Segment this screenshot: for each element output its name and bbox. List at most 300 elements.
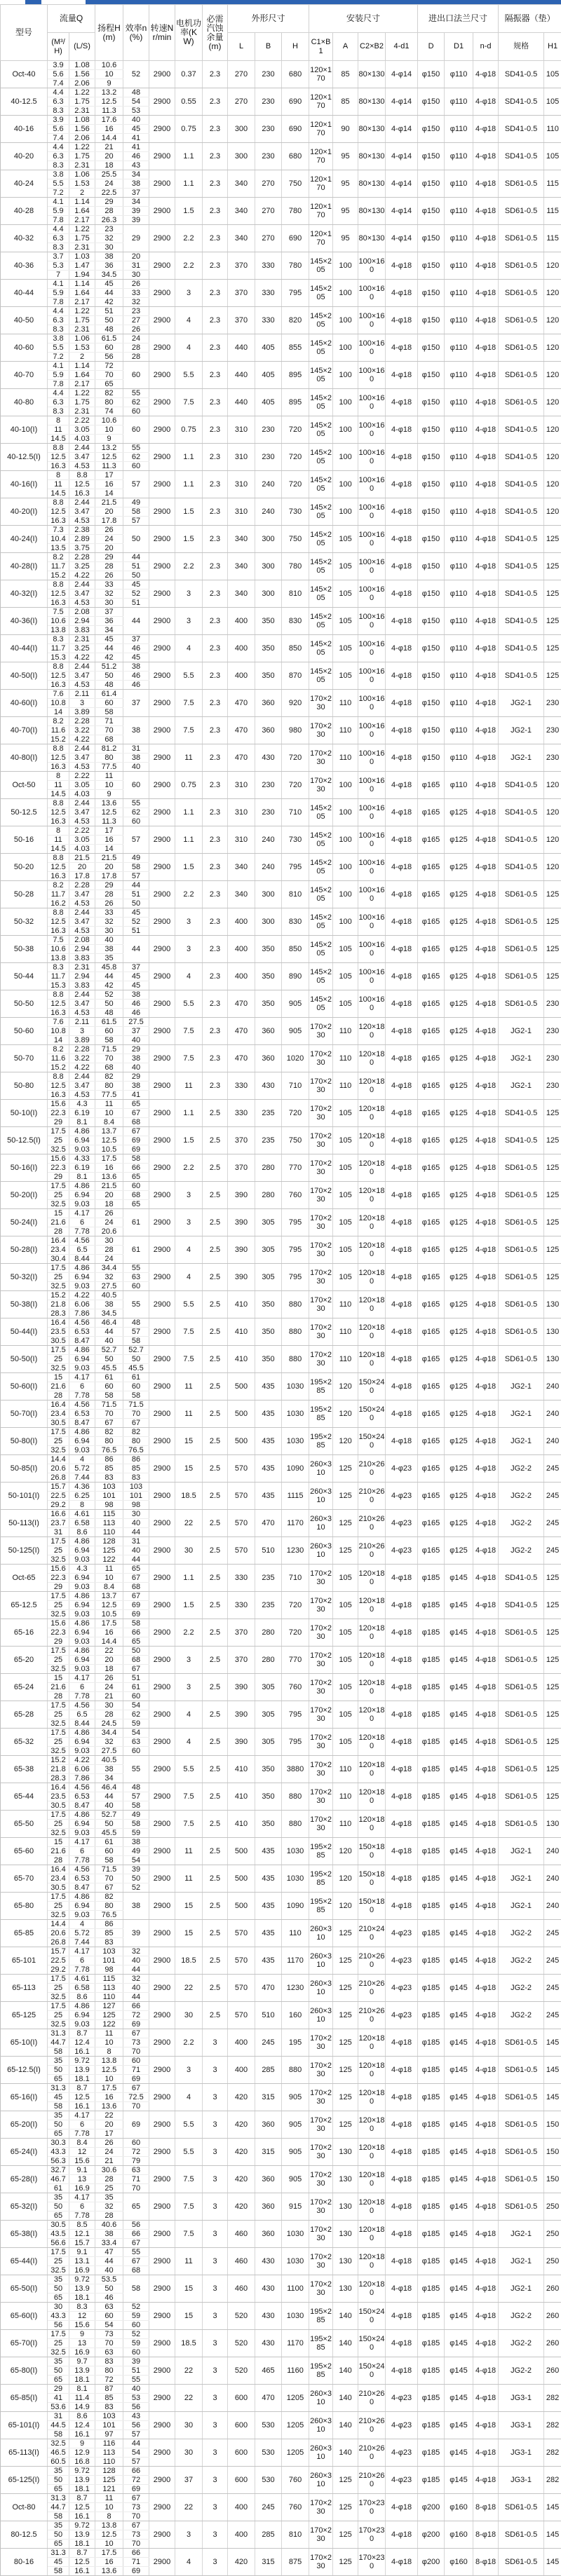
head-cell: 26 — [95, 899, 123, 908]
flow-ls-cell: 4.56 — [69, 1401, 95, 1410]
speed-cell: 2900 — [149, 1865, 175, 1893]
flow-m3h-cell: 7.6 — [48, 690, 69, 699]
table-row — [1, 553, 561, 562]
head-cell: 14 — [95, 845, 123, 854]
D1-cell: φ110 — [445, 635, 473, 662]
H1-cell: 125 — [544, 1209, 561, 1236]
c1b1-cell: 145×205 — [309, 608, 333, 635]
flow-ls-cell: 8.6 — [69, 1528, 95, 1537]
c2b2-cell: 120×180 — [358, 2248, 386, 2275]
spec-cell: SD61-0.5 — [499, 1264, 544, 1291]
efficiency-cell: 71.5 — [123, 1401, 149, 1410]
head-cell: 80 — [95, 1082, 123, 1091]
spec-cell: SD41-0.5 — [499, 662, 544, 690]
flow-ls-cell: 9.72 — [69, 2467, 95, 2476]
npsh-cell: 2.3 — [203, 717, 228, 744]
flow-m3h-cell: 15.7 — [48, 1947, 69, 1956]
efficiency-cell: 60 — [123, 1382, 149, 1391]
flow-ls-cell: 4.3 — [69, 1100, 95, 1109]
head-cell: 86 — [95, 1920, 123, 1929]
H1-cell: 145 — [544, 2084, 561, 2111]
table-row — [1, 1346, 561, 1355]
D-cell: φ165 — [418, 881, 445, 908]
spec-cell: SD41-0.5 — [499, 854, 544, 881]
efficiency-cell: 46 — [123, 681, 149, 690]
H1-cell: 250 — [544, 2248, 561, 2275]
D-cell: φ150 — [418, 88, 445, 116]
flow-m3h-cell: 11 — [48, 480, 69, 489]
efficiency-cell: 45 — [123, 125, 149, 134]
spec-cell: SD61-0.5 — [499, 1729, 544, 1756]
c2b2-cell: 120×180 — [358, 2029, 386, 2057]
c1b1-cell: 170×230 — [309, 1318, 333, 1346]
H1-cell: 120 — [544, 799, 561, 826]
flow-ls-cell: 15.6 — [69, 2321, 95, 2330]
efficiency-cell: 59 — [123, 2339, 149, 2348]
flow-ls-cell: 1.75 — [69, 316, 95, 325]
efficiency-cell: 43 — [123, 161, 149, 170]
flow-m3h-cell: 22.3 — [48, 1628, 69, 1637]
speed-cell: 2900 — [149, 1811, 175, 1838]
efficiency-cell: 60 — [123, 1692, 149, 1701]
head-cell: 127 — [95, 2002, 123, 2011]
flow-m3h-cell: 4.4 — [48, 143, 69, 152]
spec-cell: SD61-0.5 — [499, 2139, 544, 2166]
D-cell: φ185 — [418, 2385, 445, 2412]
head-cell: 10.5 — [95, 1145, 123, 1154]
model-cell: 50-125(I) — [1, 1537, 48, 1565]
D-cell: φ165 — [418, 1510, 445, 1537]
D1-cell: φ110 — [445, 416, 473, 444]
A-cell: 120 — [333, 1865, 358, 1893]
B-cell: 305 — [255, 1209, 282, 1236]
H-cell: 880 — [282, 1783, 309, 1811]
table-row — [1, 2248, 561, 2257]
H-cell: 850 — [282, 936, 309, 963]
D1-cell: φ145 — [445, 2084, 473, 2111]
power-cell: 1.1 — [175, 143, 203, 170]
c2b2-cell: 150×240 — [358, 2330, 386, 2357]
D-cell: φ185 — [418, 1947, 445, 1975]
flow-ls-cell: 2.08 — [69, 608, 95, 617]
D-cell: φ185 — [418, 2275, 445, 2303]
head-cell: 20 — [95, 507, 123, 517]
efficiency-cell: 60 — [123, 2057, 149, 2066]
c2b2-cell: 80×130 — [358, 61, 386, 88]
speed-cell: 2900 — [149, 1455, 175, 1483]
efficiency-cell: 65 — [123, 1200, 149, 1209]
model-cell: 40-16 — [1, 116, 48, 143]
npsh-cell: 2.3 — [203, 526, 228, 553]
model-cell: 50-20(I) — [1, 1182, 48, 1209]
H1-cell: 240 — [544, 1893, 561, 1920]
spec-cell: JG2-1 — [499, 717, 544, 744]
c1b1-cell: 260×310 — [309, 1455, 333, 1483]
table-row — [1, 2221, 561, 2230]
d4-cell: 4-φ18 — [386, 1565, 418, 1592]
L-cell: 340 — [228, 881, 255, 908]
efficiency-cell: 23 — [123, 307, 149, 316]
flow-ls-cell: 9.03 — [69, 1583, 95, 1592]
flow-m3h-cell: 5.5 — [48, 343, 69, 353]
H-cell: 750 — [282, 170, 309, 198]
c2b2-cell: 100×160 — [358, 854, 386, 881]
power-cell: 30 — [175, 2002, 203, 2029]
efficiency-cell: 38 — [123, 1893, 149, 1920]
spec-cell: JG2-2 — [499, 1947, 544, 1975]
A-cell: 95 — [333, 143, 358, 170]
npsh-cell: 2.3 — [203, 799, 228, 826]
flow-m3h-cell: 28 — [48, 1692, 69, 1701]
d4-cell: 4-φ18 — [386, 1264, 418, 1291]
table-row — [1, 498, 561, 507]
D1-cell: φ110 — [445, 580, 473, 608]
A-cell: 100 — [333, 498, 358, 526]
flow-ls-cell: 2.94 — [69, 972, 95, 981]
head-cell: 83 — [95, 1938, 123, 1947]
c1b1-cell: 170×230 — [309, 1045, 333, 1072]
efficiency-cell: 58 — [123, 1820, 149, 1829]
flow-ls-cell: 4.86 — [69, 1592, 95, 1601]
nd-cell: 4-φ18 — [473, 1838, 499, 1865]
efficiency-cell: 71 — [123, 2066, 149, 2075]
power-cell: 2.2 — [175, 225, 203, 252]
head-cell: 34 — [95, 1774, 123, 1783]
model-cell: 65-50(I) — [1, 2275, 48, 2303]
flow-m3h-cell: 8.2 — [48, 553, 69, 562]
efficiency-cell: 67 — [123, 1592, 149, 1601]
D1-cell: φ110 — [445, 307, 473, 334]
head-cell: 52.7 — [95, 1346, 123, 1355]
flow-ls-cell: 9.03 — [69, 1200, 95, 1209]
D1-cell: φ125 — [445, 881, 473, 908]
B-cell: 280 — [255, 1619, 282, 1647]
efficiency-cell: 70 — [123, 1410, 149, 1419]
A-cell: 105 — [333, 990, 358, 1018]
power-cell: 5.5 — [175, 2111, 203, 2139]
nd-cell: 4-φ18 — [473, 1318, 499, 1346]
c1b1-cell: 170×230 — [309, 1264, 333, 1291]
efficiency-cell: 28 — [123, 343, 149, 353]
power-cell: 1.5 — [175, 198, 203, 225]
flow-ls-cell: 18.1 — [69, 2540, 95, 2549]
c1b1-cell: 170×230 — [309, 1072, 333, 1100]
table-row — [1, 1154, 561, 1164]
d4-cell: 4-φ18 — [386, 744, 418, 772]
L-cell: 570 — [228, 1947, 255, 1975]
c2b2-cell: 120×180 — [358, 1018, 386, 1045]
head-cell: 13.2 — [95, 444, 123, 453]
D-cell: φ165 — [418, 1018, 445, 1045]
A-cell: 110 — [333, 1045, 358, 1072]
flow-m3h-cell: 22.5 — [48, 1492, 69, 1501]
table-row — [1, 2412, 561, 2421]
flow-m3h-cell: 50 — [48, 2284, 69, 2294]
flow-ls-cell: 3.75 — [69, 544, 95, 553]
c2b2-cell: 120×180 — [358, 1565, 386, 1592]
flow-m3h-cell: 65 — [48, 2540, 69, 2549]
head-cell: 13.6 — [95, 1173, 123, 1182]
H-cell: 880 — [282, 2057, 309, 2084]
flow-m3h-cell: 8.8 — [48, 444, 69, 453]
head-cell: 40 — [95, 936, 123, 945]
flow-ls-cell: 7.44 — [69, 1938, 95, 1947]
table-row — [1, 389, 561, 398]
flow-m3h-cell: 35 — [48, 2111, 69, 2120]
power-cell: 2.2 — [175, 1154, 203, 1182]
H-cell: 870 — [282, 662, 309, 690]
H1-cell: 120 — [544, 416, 561, 444]
H-cell: 920 — [282, 690, 309, 717]
c2b2-cell: 210×260 — [358, 1510, 386, 1537]
H-cell: 710 — [282, 1565, 309, 1592]
flow-ls-cell: 6 — [69, 1382, 95, 1391]
D-cell: φ165 — [418, 1346, 445, 1373]
L-cell: 340 — [228, 553, 255, 580]
c1b1-cell: 195×285 — [309, 1373, 333, 1401]
B-cell: 510 — [255, 1537, 282, 1565]
flow-m3h-cell: 30.4 — [48, 1255, 69, 1264]
A-cell: 120 — [333, 1838, 358, 1865]
flow-ls-cell: 2.31 — [69, 243, 95, 252]
B-cell: 230 — [255, 772, 282, 799]
D-cell: φ185 — [418, 2412, 445, 2439]
flow-ls-cell: 3 — [69, 699, 95, 708]
L-cell: 570 — [228, 2002, 255, 2029]
head-cell: 46.4 — [95, 1318, 123, 1328]
flow-m3h-cell: 17.5 — [48, 2002, 69, 2011]
npsh-cell: 2.3 — [203, 690, 228, 717]
spec-cell: SD61-0.5 — [499, 936, 544, 963]
power-cell: 3 — [175, 1674, 203, 1701]
table-row — [1, 963, 561, 972]
d4-cell: 4-φ18 — [386, 362, 418, 389]
D-cell: φ185 — [418, 2303, 445, 2330]
flow-m3h-cell: 14.5 — [48, 845, 69, 854]
flow-m3h-cell: 31 — [48, 1528, 69, 1537]
head-cell: 77.5 — [95, 763, 123, 772]
flow-ls-cell: 11.4 — [69, 2394, 95, 2403]
speed-cell: 2900 — [149, 1920, 175, 1947]
power-cell: 1.1 — [175, 471, 203, 498]
nd-cell: 4-φ18 — [473, 1729, 499, 1756]
model-cell: 40-20 — [1, 143, 48, 170]
power-cell: 4 — [175, 2084, 203, 2111]
speed-cell: 2900 — [149, 61, 175, 88]
efficiency-cell: 56 — [123, 2421, 149, 2430]
H1-cell: 125 — [544, 963, 561, 990]
efficiency-cell: 31 — [123, 744, 149, 754]
head-cell: 42 — [95, 298, 123, 307]
flow-m3h-cell: 7.3 — [48, 526, 69, 535]
flow-m3h-cell: 25 — [48, 1820, 69, 1829]
A-cell: 125 — [333, 2002, 358, 2029]
efficiency-cell: 45.5 — [123, 1364, 149, 1373]
power-cell: 1.5 — [175, 526, 203, 553]
power-cell: 11 — [175, 1401, 203, 1428]
efficiency-cell: 34 — [123, 170, 149, 179]
d4-cell: 4-φ18 — [386, 826, 418, 854]
D1-cell: φ125 — [445, 1318, 473, 1346]
npsh-cell: 2.5 — [203, 1947, 228, 1975]
flow-ls-cell: 4.03 — [69, 790, 95, 799]
spec-cell: JG2-1 — [499, 1373, 544, 1401]
npsh-cell: 2.3 — [203, 389, 228, 416]
B-cell: 360 — [255, 690, 282, 717]
A-cell: 110 — [333, 1318, 358, 1346]
efficiency-cell: 51 — [123, 890, 149, 899]
L-cell: 370 — [228, 280, 255, 307]
flow-m3h-cell: 17.5 — [48, 1182, 69, 1191]
head-cell: 45.8 — [95, 963, 123, 972]
flow-ls-cell: 1.75 — [69, 97, 95, 107]
efficiency-cell: 70 — [123, 2540, 149, 2549]
head-cell: 27.5 — [95, 1747, 123, 1756]
npsh-cell: 3 — [203, 2467, 228, 2494]
speed-cell: 2900 — [149, 608, 175, 635]
flow-ls-cell: 2.17 — [69, 216, 95, 225]
A-cell: 125 — [333, 1483, 358, 1510]
flow-ls-cell: 1.75 — [69, 398, 95, 407]
d4-cell: 4-φ18 — [386, 1783, 418, 1811]
nd-cell: 4-φ18 — [473, 1510, 499, 1537]
D1-cell: φ125 — [445, 1455, 473, 1483]
spec-cell: JG2-1 — [499, 1865, 544, 1893]
c1b1-cell: 170×230 — [309, 2494, 333, 2521]
flow-m3h-cell: 7.4 — [48, 79, 69, 88]
speed-cell: 2900 — [149, 389, 175, 416]
head-cell: 23 — [95, 225, 123, 234]
efficiency-cell: 61 — [123, 1373, 149, 1382]
flow-m3h-cell: 31 — [48, 2412, 69, 2421]
H-cell: 710 — [282, 1072, 309, 1100]
speed-cell: 2900 — [149, 280, 175, 307]
col-header-flow-m3h: (M³/H) — [48, 33, 69, 61]
D1-cell: φ145 — [445, 2439, 473, 2467]
speed-cell: 2900 — [149, 2275, 175, 2303]
flow-ls-cell: 1.14 — [69, 280, 95, 289]
speed-cell: 2900 — [149, 334, 175, 362]
D-cell: φ185 — [418, 1565, 445, 1592]
flow-ls-cell: 4.53 — [69, 462, 95, 471]
power-cell: 1.1 — [175, 1565, 203, 1592]
D-cell: φ165 — [418, 1318, 445, 1346]
flow-ls-cell: 3.05 — [69, 836, 95, 845]
H1-cell: 230 — [544, 990, 561, 1018]
d4-cell: 4-φ18 — [386, 1701, 418, 1729]
L-cell: 390 — [228, 1729, 255, 1756]
H1-cell: 125 — [544, 553, 561, 580]
flow-m3h-cell: 16.4 — [48, 1236, 69, 1246]
flow-ls-cell: 4.17 — [69, 1674, 95, 1683]
col-header-dimensions: 外形尺寸 — [228, 5, 309, 33]
flow-ls-cell: 4.53 — [69, 817, 95, 826]
flow-ls-cell: 8.7 — [69, 2549, 95, 2558]
efficiency-cell: 58 — [123, 1619, 149, 1628]
efficiency-cell: 50 — [123, 899, 149, 908]
spec-cell: SD61-0.5 — [499, 881, 544, 908]
H-cell: 750 — [282, 1127, 309, 1154]
spec-cell: SD61-0.5 — [499, 2111, 544, 2139]
H-cell: 1160 — [282, 2357, 309, 2385]
table-row — [1, 280, 561, 289]
efficiency-cell: 27.5 — [123, 1018, 149, 1027]
flow-m3h-cell: 11 — [48, 425, 69, 435]
model-cell: 40-32(I) — [1, 580, 48, 608]
table-row — [1, 1291, 561, 1300]
table-row — [1, 252, 561, 261]
flow-ls-cell: 4.86 — [69, 1729, 95, 1738]
flow-ls-cell: 2.31 — [69, 325, 95, 334]
flow-ls-cell: 4.86 — [69, 1537, 95, 1546]
flow-m3h-cell: 16.3 — [48, 599, 69, 608]
nd-cell: 4-φ18 — [473, 252, 499, 280]
H-cell: 915 — [282, 2193, 309, 2221]
power-cell: 0.55 — [175, 88, 203, 116]
L-cell: 570 — [228, 1975, 255, 2002]
flow-ls-cell: 2.31 — [69, 635, 95, 644]
A-cell: 120 — [333, 1401, 358, 1428]
flow-m3h-cell: 16.3 — [48, 462, 69, 471]
spec-cell: JG3-1 — [499, 2439, 544, 2467]
nd-cell: 4-φ18 — [473, 1264, 499, 1291]
npsh-cell: 2.3 — [203, 88, 228, 116]
table-row — [1, 1264, 561, 1273]
power-cell: 1.5 — [175, 1127, 203, 1154]
efficiency-cell: 58 — [123, 1391, 149, 1401]
nd-cell: 4-φ18 — [473, 1865, 499, 1893]
A-cell: 125 — [333, 2029, 358, 2057]
flow-m3h-cell: 17.5 — [48, 1729, 69, 1738]
flow-m3h-cell: 6.3 — [48, 234, 69, 243]
H-cell: 730 — [282, 498, 309, 526]
model-cell: 65-38 — [1, 1756, 48, 1783]
npsh-cell: 2.3 — [203, 61, 228, 88]
flow-m3h-cell: 7.4 — [48, 134, 69, 143]
flow-m3h-cell: 8 — [48, 826, 69, 836]
c2b2-cell: 150×240 — [358, 1401, 386, 1428]
model-cell: 50-10(I) — [1, 1100, 48, 1127]
H-cell: 980 — [282, 717, 309, 744]
head-cell: 40.5 — [95, 1756, 123, 1765]
D1-cell: φ125 — [445, 990, 473, 1018]
head-cell: 11 — [95, 1565, 123, 1574]
c2b2-cell: 170×230 — [358, 2549, 386, 2576]
c2b2-cell: 120×180 — [358, 1346, 386, 1373]
head-cell: 110 — [95, 1528, 123, 1537]
c2b2-cell: 210×260 — [358, 2467, 386, 2494]
H1-cell: 145 — [544, 2494, 561, 2521]
model-cell: 50-80 — [1, 1072, 48, 1100]
flow-m3h-cell: 29 — [48, 1173, 69, 1182]
c1b1-cell: 145×205 — [309, 881, 333, 908]
col-header-speed: 转速N r/min — [149, 5, 175, 61]
d4-cell: 4-φ18 — [386, 416, 418, 444]
flow-ls-cell: 15.6 — [69, 2157, 95, 2166]
head-cell: 18 — [95, 161, 123, 170]
c1b1-cell: 120×170 — [309, 116, 333, 143]
L-cell: 370 — [228, 252, 255, 280]
table-row — [1, 225, 561, 234]
power-cell: 1.1 — [175, 1100, 203, 1127]
head-cell: 18 — [95, 1665, 123, 1674]
A-cell: 105 — [333, 608, 358, 635]
efficiency-cell: 44 — [123, 553, 149, 562]
nd-cell: 4-φ18 — [473, 936, 499, 963]
npsh-cell: 3 — [203, 2357, 228, 2385]
efficiency-cell: 59 — [123, 2312, 149, 2321]
model-cell: 40-50(I) — [1, 662, 48, 690]
